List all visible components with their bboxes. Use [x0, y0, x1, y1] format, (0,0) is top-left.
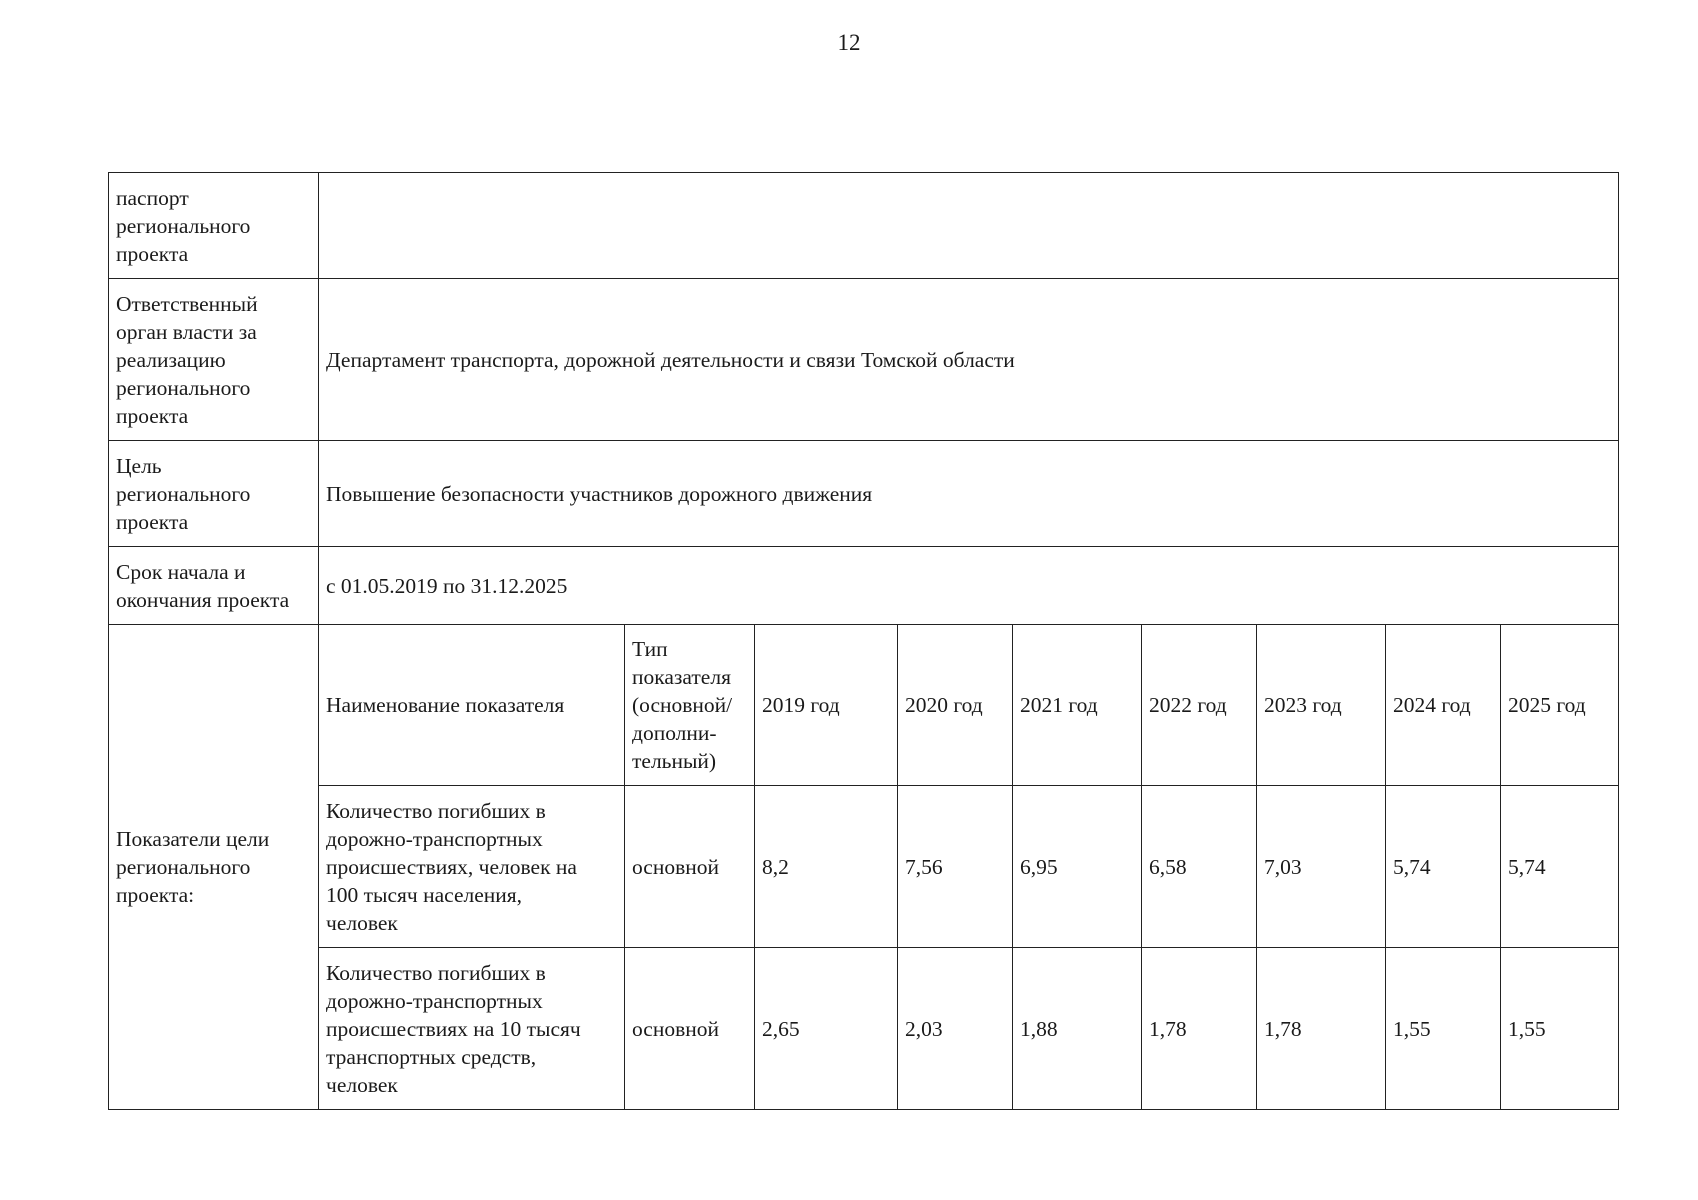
passport-label-line: проекта	[116, 241, 189, 266]
responsible-label-line: орган власти за	[116, 319, 257, 344]
indicator-row	[109, 786, 1619, 948]
indicator-name	[319, 786, 625, 948]
term-row	[109, 547, 1619, 625]
indicator-value: 5,74	[1501, 786, 1619, 948]
indicator-value: 1,55	[1386, 948, 1501, 1110]
project-passport-table	[108, 172, 1619, 1110]
indicator-value: 1,78	[1257, 948, 1386, 1110]
indicator-name-line: человек	[326, 1072, 398, 1097]
indicator-name-line: происшествиях на 10 тысяч	[326, 1016, 581, 1041]
term-label-line: окончания проекта	[116, 587, 290, 612]
indicator-value: 2,65	[755, 948, 898, 1110]
passport-row	[109, 173, 1619, 279]
indicator-type: основной	[625, 786, 755, 948]
indicator-name-line: дорожно-транспортных	[326, 988, 543, 1013]
indicators-label-line: Показатели цели	[116, 827, 270, 851]
indicator-value: 8,2	[755, 786, 898, 948]
indicator-name-header: Наименование показателя	[319, 625, 625, 786]
year-header: 2020 год	[898, 625, 1013, 786]
responsible-row	[109, 279, 1619, 441]
indicator-name-line: происшествиях, человек на	[326, 854, 577, 879]
year-header: 2021 год	[1013, 625, 1142, 786]
indicator-value: 2,03	[898, 948, 1013, 1110]
indicator-name	[319, 948, 625, 1110]
goal-label-line: регионального	[116, 481, 251, 506]
indicator-type-header-line: Тип	[632, 637, 668, 661]
page-number: 12	[837, 30, 861, 55]
year-header: 2019 год	[755, 625, 898, 786]
indicator-value: 5,74	[1386, 786, 1501, 948]
indicators-label-line: регионального	[116, 855, 251, 879]
year-header: 2024 год	[1386, 625, 1501, 786]
goal-value: Повышение безопасности участников дорожного движения	[319, 441, 1619, 547]
indicator-value: 1,78	[1142, 948, 1257, 1110]
passport-label	[109, 173, 319, 279]
indicators-label	[109, 625, 319, 1110]
indicator-type-header-line: дополни-	[632, 721, 717, 745]
indicator-value: 6,95	[1013, 786, 1142, 948]
indicator-value: 1,88	[1013, 948, 1142, 1110]
indicator-name-line: дорожно-транспортных	[326, 826, 543, 851]
responsible-label	[109, 279, 319, 441]
indicator-type-header	[625, 625, 755, 786]
passport-label-line: паспорт	[116, 185, 189, 210]
indicator-value: 1,55	[1501, 948, 1619, 1110]
indicator-value: 7,56	[898, 786, 1013, 948]
year-header: 2025 год	[1501, 625, 1619, 786]
indicator-name-line: 100 тысяч населения,	[326, 882, 523, 907]
term-label-line: Срок начала и	[116, 559, 246, 584]
passport-value	[319, 173, 1619, 279]
indicator-value: 7,03	[1257, 786, 1386, 948]
goal-label-line: проекта	[116, 509, 189, 534]
term-value: с 01.05.2019 по 31.12.2025	[319, 547, 1619, 625]
responsible-value: Департамент транспорта, дорожной деятельности и связи Томской области	[319, 279, 1619, 441]
responsible-label-line: реализацию	[116, 347, 226, 372]
indicator-type: основной	[625, 948, 755, 1110]
indicator-type-header-line: тельный)	[632, 749, 717, 773]
year-header: 2023 год	[1257, 625, 1386, 786]
term-label	[109, 547, 319, 625]
indicator-name-line: транспортных средств,	[326, 1044, 537, 1069]
indicator-type-header-line: (основной/	[632, 693, 733, 717]
indicator-name-line: человек	[326, 910, 398, 935]
year-header: 2022 год	[1142, 625, 1257, 786]
responsible-label-line: Ответственный	[116, 291, 258, 316]
responsible-label-line: проекта	[116, 403, 189, 428]
indicator-value: 6,58	[1142, 786, 1257, 948]
indicator-name-line: Количество погибших в	[326, 798, 546, 823]
goal-row	[109, 441, 1619, 547]
goal-label-line: Цель	[116, 453, 162, 478]
indicators-label-line: проекта:	[116, 883, 195, 907]
indicator-type-header-line: показателя	[632, 665, 731, 689]
indicator-row	[109, 948, 1619, 1110]
indicator-name-line: Количество погибших в	[326, 960, 546, 985]
passport-label-line: регионального	[116, 213, 251, 238]
indicators-header-row	[109, 625, 1619, 786]
responsible-label-line: регионального	[116, 375, 251, 400]
goal-label	[109, 441, 319, 547]
